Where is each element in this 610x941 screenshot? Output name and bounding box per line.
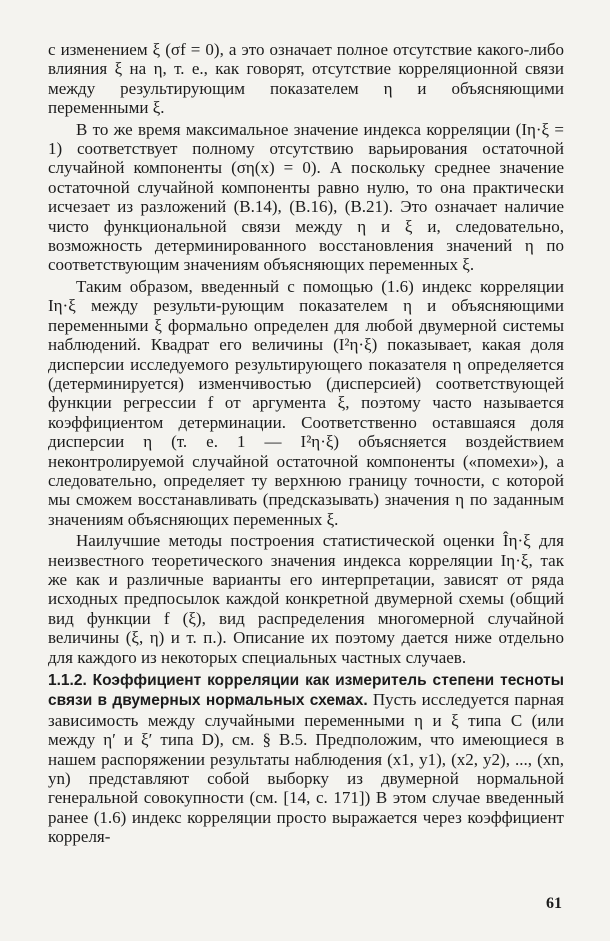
- page-number: 61: [546, 895, 562, 912]
- paragraph-3: Таким образом, введенный с помощью (1.6) индекс корреляции Iη·ξ между результи-рующим показателем η и объясняющими переменными ξ формально определен для любой двумерной системы наблюдений. Квадрат его величины (I²η·ξ) показывает, какая доля дисперсии исследуемого результирующего показателя η определяется (детерминируется) изменчивостью (дисперсией) соответствующей функции регрессии f от аргумента ξ, поэтому часто называется коэффициентом детерминации. Соответственно оставшаяся доля дисперсии η (т. е. 1 — I²η·ξ) объясняется воздействием неконтролируемой случайной остаточной компоненты («помехи»), а следовательно, определяет ту верхнюю границу точности, с которой мы сможем восстанавливать (предсказывать) значения η по заданным значениям объясняющих переменных ξ.: [48, 276, 564, 529]
- page-body: [48, 40, 564, 847]
- section-body: Пусть исследуется парная зависимость между случайными переменными η и ξ типа C (или между η′ и ξ′ типа D), см. § В.5. Предположим, что имеющиеся в нашем распоряжении результаты наблюдения (x1, y1), (x2, y2), ..., (xn, yn) представляют собой выборку из двумерной нормальной генеральной совокупности (см. [14, с. 171]) В этом случае введенный ранее (1.6) индекс корреляции просто выражается через коэффициент корреля-: [48, 690, 565, 847]
- paragraph-4: Наилучшие методы построения статистической оценки Îη·ξ для неизвестного теоретического значения индекса корреляции Iη·ξ, так же как и различные варианты его интерпретации, зависят от ряда исходных предпосылок каждой конкретной двумерной схемы (общий вид функции f (ξ), вид распределения многомерной случайной величины (ξ, η) и т. п.). Описание их поэтому дается ниже отдельно для каждого из некоторых специальных частных случаев.: [48, 531, 564, 667]
- paragraph-2: В то же время максимальное значение индекса корреляции (Iη·ξ = 1) соответствует полному отсутствию варьирования остаточной случайной компоненты (ση(x) = 0). А поскольку среднее значение остаточной случайной компоненты равно нулю, то она практически исчезает из разложений (В.14), (В.16), (В.21). Это означает наличие чисто функциональной связи между η и ξ и, следовательно, возможность детерминированного восстановления значений η по соответствующим значениям объясняющих переменных ξ.: [48, 119, 564, 275]
- paragraph-1: с изменением ξ (σf = 0), а это означает полное отсутствие какого-либо влияния ξ на η, т. е., как говорят, отсутствие корреляционной связи между результирующим показателем η и объясняющими переменными ξ.: [48, 40, 564, 118]
- section-paragraph: [48, 670, 564, 847]
- section-heading: 1.1.2. Коэффициент корреляции как измеритель степени тесноты связи в двумерных нормальных схемах.: [48, 672, 564, 710]
